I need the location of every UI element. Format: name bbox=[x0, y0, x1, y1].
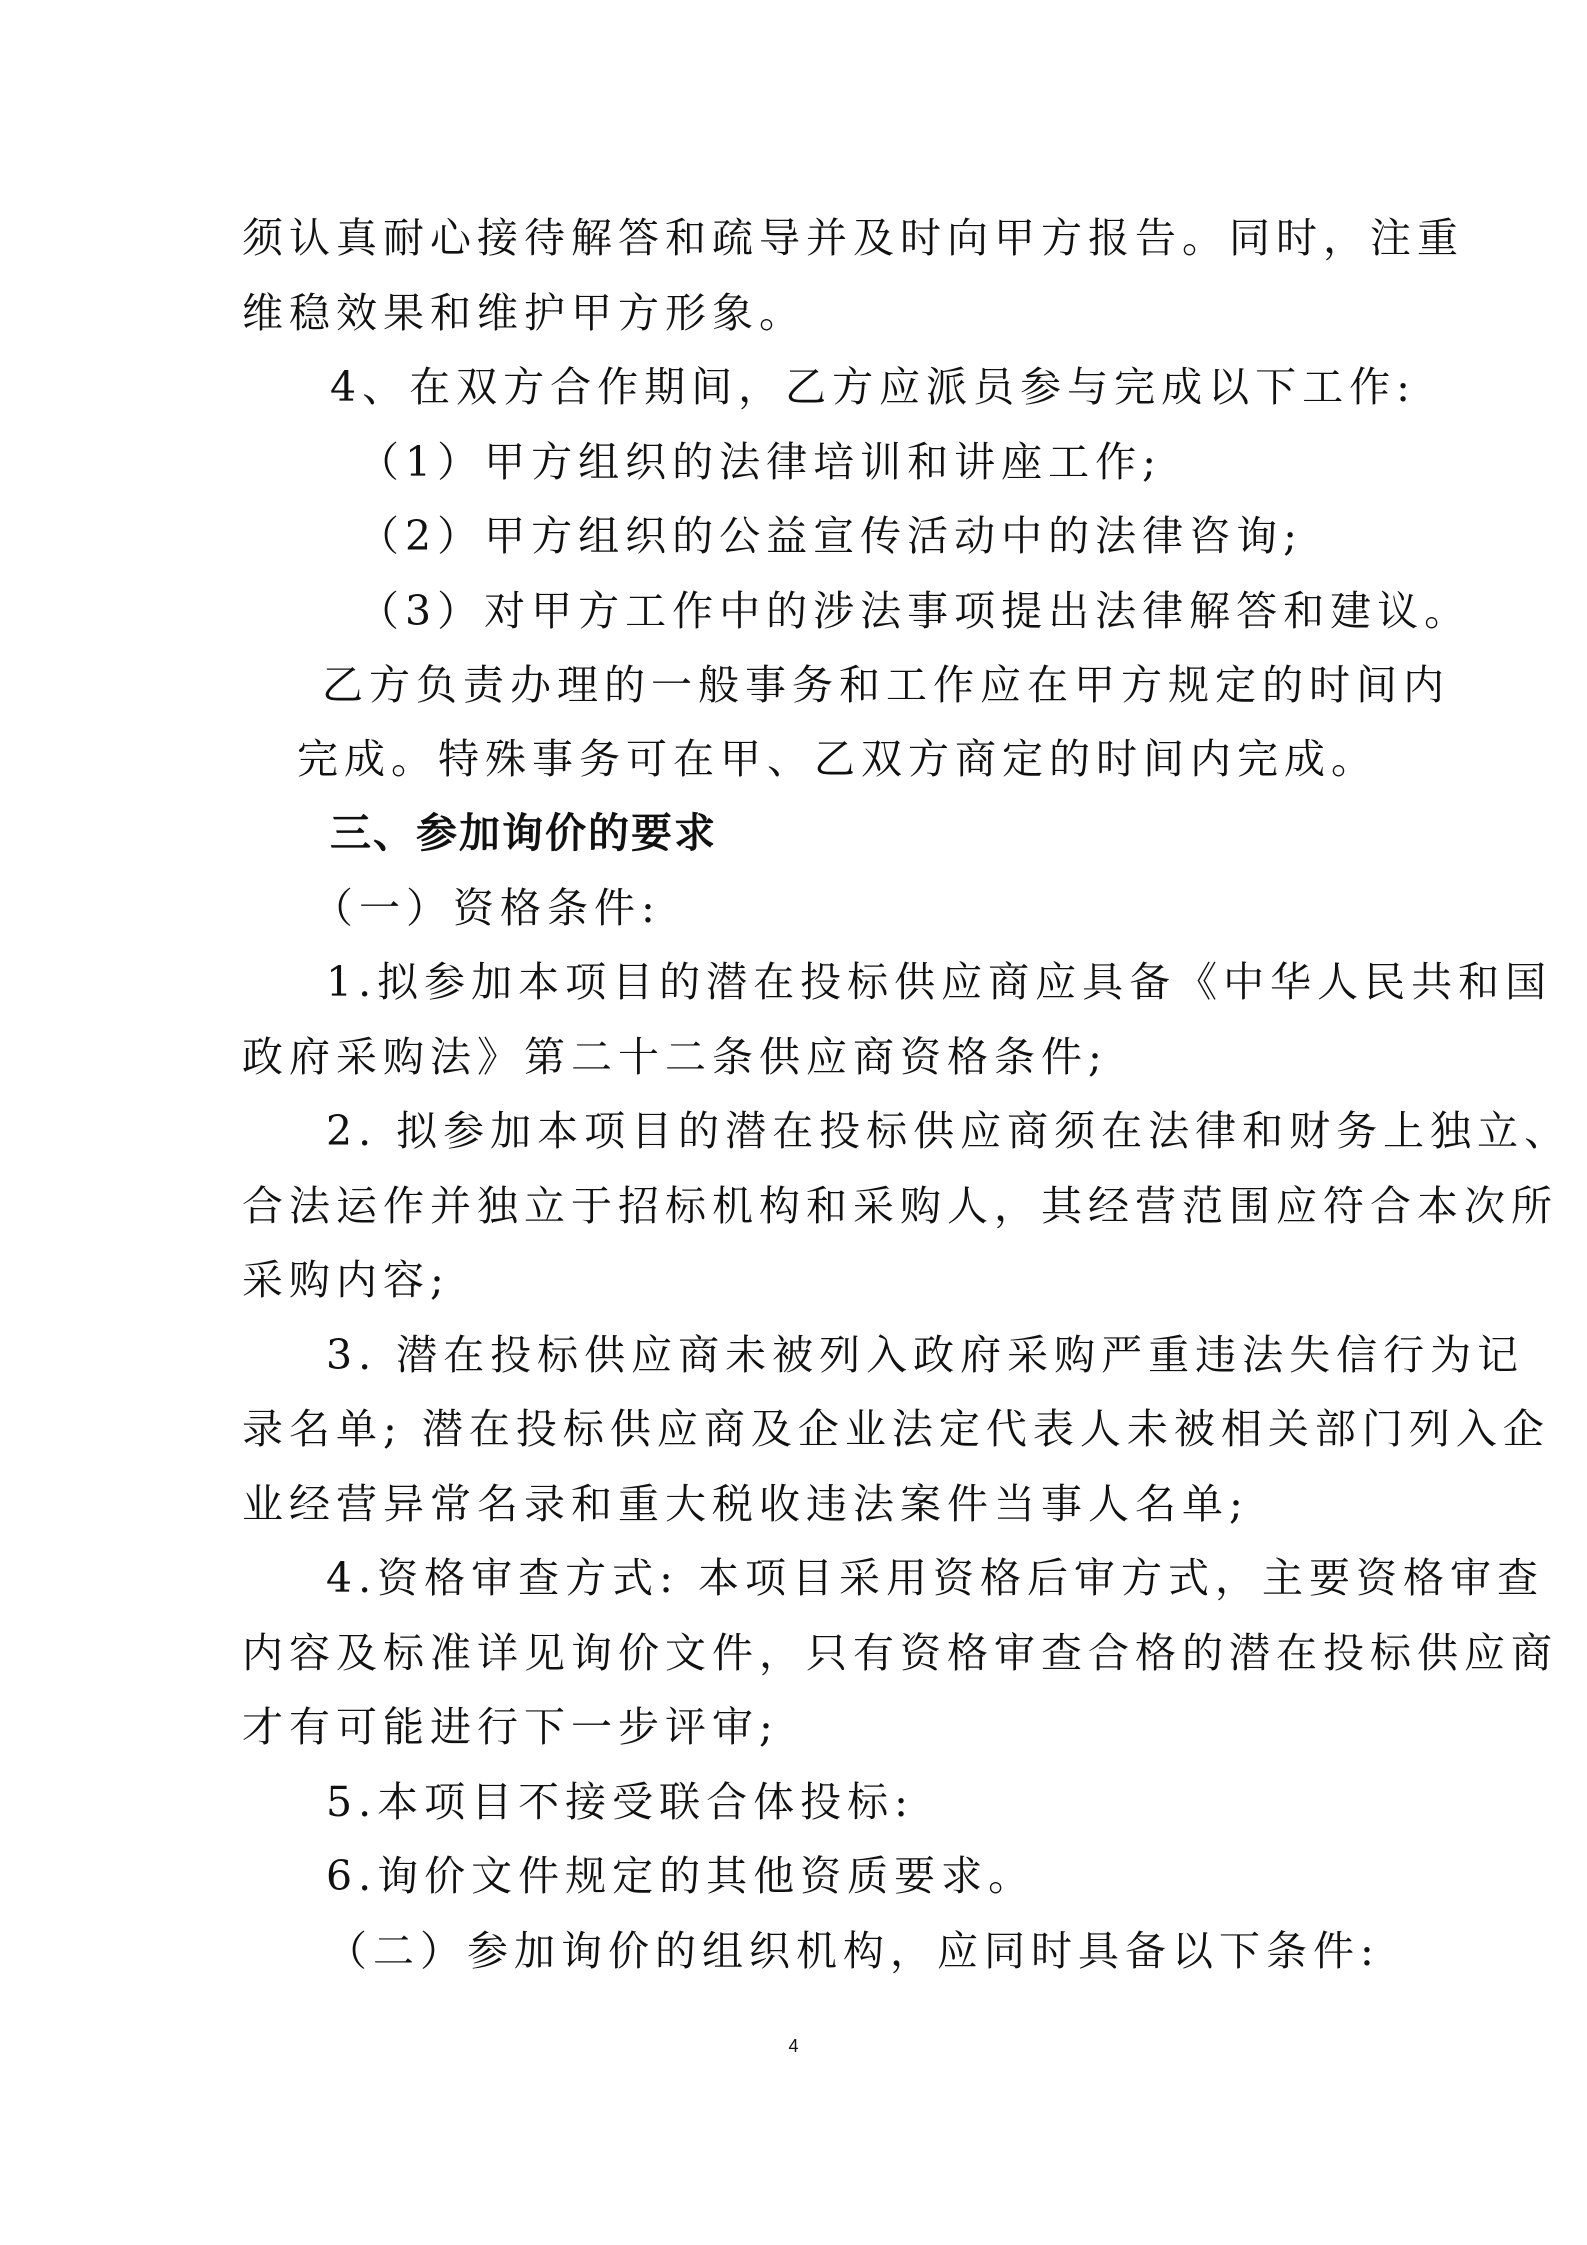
body-text-line: 2. 拟参加本项目的潜在投标供应商须在法律和财务上独立、 bbox=[326, 1107, 1572, 1155]
body-text-line: 4、在双方合作期间，乙方应派员参与完成以下工作: bbox=[330, 363, 1416, 411]
body-text-line: 5.本项目不接受联合体投标: bbox=[326, 1778, 914, 1826]
body-text-line: 才有可能进行下一步评审; bbox=[242, 1703, 779, 1751]
body-text-line: 4.资格审查方式: 本项目采用资格后审方式，主要资格审查 bbox=[326, 1554, 1544, 1602]
body-text-line: （1）甲方组织的法律培训和讲座工作; bbox=[358, 438, 1162, 486]
body-text-line: 内容及标准详见询价文件，只有资格审查合格的潜在投标供应商 bbox=[242, 1629, 1558, 1677]
page-number: 4 bbox=[788, 2036, 799, 2056]
body-text-line: 完成。特殊事务可在甲、乙双方商定的时间内完成。 bbox=[297, 735, 1378, 783]
subsection-heading: （二）参加询价的组织机构，应同时具备以下条件: bbox=[326, 1927, 1380, 1975]
body-text-line: 须认真耐心接待解答和疏导并及时向甲方报告。同时，注重 bbox=[242, 214, 1464, 262]
body-text-line: 录名单; 潜在投标供应商及企业法定代表人未被相关部门列入企 bbox=[242, 1405, 1550, 1453]
body-text-line: 维稳效果和维护甲方形象。 bbox=[242, 289, 806, 337]
body-text-line: （3）对甲方工作中的涉法事项提出法律解答和建议。 bbox=[358, 587, 1472, 635]
body-text-line: 合法运作并独立于招标机构和采购人，其经营范围应符合本次所 bbox=[242, 1182, 1558, 1230]
body-text-line: 业经营异常名录和重大税收违法案件当事人名单; bbox=[242, 1480, 1249, 1528]
body-text-line: 采购内容; bbox=[242, 1256, 450, 1304]
body-text-line: 乙方负责办理的一般事务和工作应在甲方规定的时间内 bbox=[322, 661, 1450, 709]
subsection-heading: （一）资格条件: bbox=[312, 884, 661, 932]
body-text-line: 政府采购法》第二十二条供应商资格条件; bbox=[242, 1033, 1108, 1081]
section-heading: 三、参加询价的要求 bbox=[330, 809, 717, 857]
body-text-line: 1.拟参加本项目的潜在投标供应商应具备《中华人民共和国 bbox=[326, 958, 1553, 1006]
body-text-line: （2）甲方组织的公益宣传活动中的法律咨询; bbox=[358, 512, 1303, 560]
body-text-line: 3. 潜在投标供应商未被列入政府采购严重违法失信行为记 bbox=[326, 1331, 1525, 1379]
body-text-line: 6.询价文件规定的其他资质要求。 bbox=[326, 1852, 1036, 1900]
